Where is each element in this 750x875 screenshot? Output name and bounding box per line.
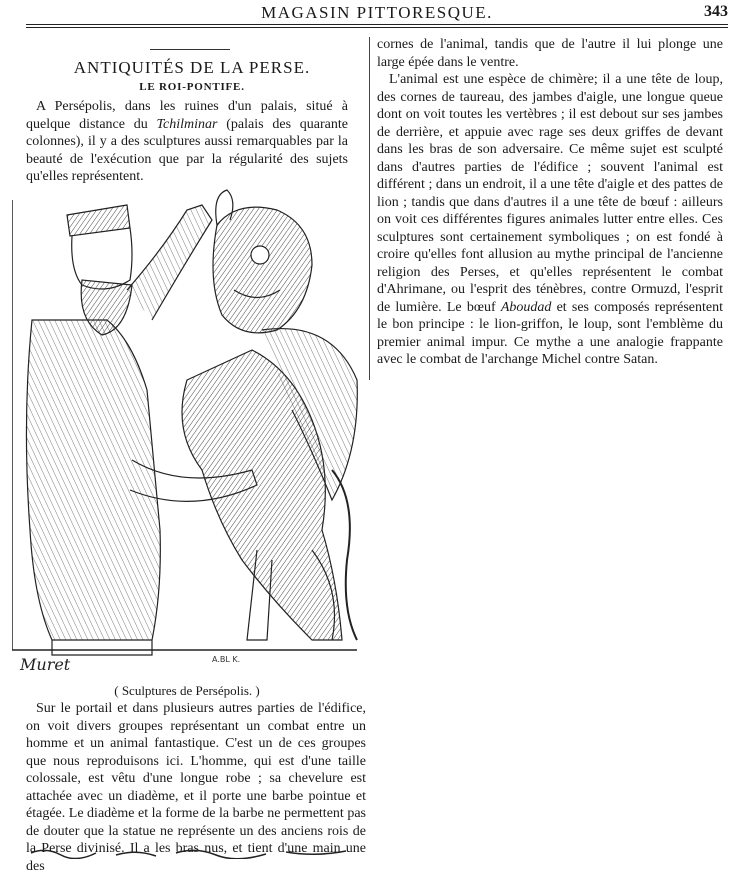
column-divider [369, 37, 370, 380]
page-number: 343 [704, 3, 728, 20]
engraving-figure [12, 170, 362, 682]
engraver-signature: Muret [20, 655, 71, 674]
next-illustration-fragment [26, 846, 356, 858]
right-continuation-paragraph: cornes de l'animal, tandis que de l'autre il lui plonge une large épée dans le ventre. [377, 37, 723, 70]
right-column [377, 36, 723, 369]
right-body-paragraph [377, 71, 723, 369]
magazine-title: MAGASIN PITTORESQUE. [261, 3, 493, 22]
page-header [26, 0, 728, 22]
intro-text-end: (palais des quarante colonnes), il y a des sculptures aussi remarquables par la beauté de l'exécution que par la régularité des sujets qu'elles représentent. [26, 116, 348, 184]
right-emphasis: Aboudad [500, 299, 552, 315]
article-title: ANTIQUITÉS DE LA PERSE. [73, 58, 311, 77]
article-subtitle: LE ROI-PONTIFE. [139, 81, 245, 93]
intro-text-start: A Persépolis, dans les ruines d'un palais, situé à quelque distance du [26, 99, 348, 132]
header-rule-bottom [26, 27, 728, 28]
intro-emphasis: Tchilminar [156, 116, 218, 132]
king-fighting-chimera-illustration [12, 170, 362, 682]
title-ornament-rule [150, 49, 230, 50]
header-rule-top [26, 24, 728, 25]
right-text-start: L'animal est une espèce de chimère; il a une tête de loup, des cornes de taureau, des jambes d'aigle, une longue queue dont on voit toutes les vertèbres ; il est debout sur ses jambes de derrière, et appuie avec rage ses deux griffes de devant dans les bras de son adversaire. Ce même sujet est sculpté dans d'autres parties de l'édifice ; souvent l'animal est différent ; dans un endroit, il a une tête d'aigle et des pattes de lion ; tandis que dans d'autres il a une tête de bœuf : ailleurs on voit ces différentes figures animales lutter entre elles. Ces sculptures sont certainement symboliques ; on est fondé à croire qu'elles font allusion au mythe principal de l'ancienne religion des Perses, et qu'elles représentent le combat d'Ahrimane, ou l'esprit des ténèbres, contre Ormuzd, l'esprit de lumière. Le bœuf [377, 72, 723, 315]
left-body-paragraph: Sur le portail et dans plusieurs autres parties de l'édifice, on voit divers groupes représentant un combat entre un homme et un animal fantastique. C'est un de ces groupes que nous reproduisons ici. L'homme, qui est d'une taille colossale, est vêtu d'une longue robe ; sa chevelure est attachée avec un diadème, et il porte une barbe pointue et étagée. Le diadème et la forme de la barbe ne permettent pas de douter que la statue ne représente un des anciens rois de la Perse divinisé. Il a les bras nus, et tient d'une main une des [26, 701, 366, 874]
figure-caption: ( Sculptures de Persépolis. ) [114, 683, 260, 698]
right-text-end: et ses composés représentent le bon principe : le lion-griffon, le loup, sont l'emblème du premier animal impur. Ce mythe a une analogie frappante avec le combat de l'archange Michel contre Satan. [377, 299, 723, 367]
cropped-engraving-edge [26, 847, 356, 859]
artist-monogram: A.BL K. [212, 655, 241, 664]
